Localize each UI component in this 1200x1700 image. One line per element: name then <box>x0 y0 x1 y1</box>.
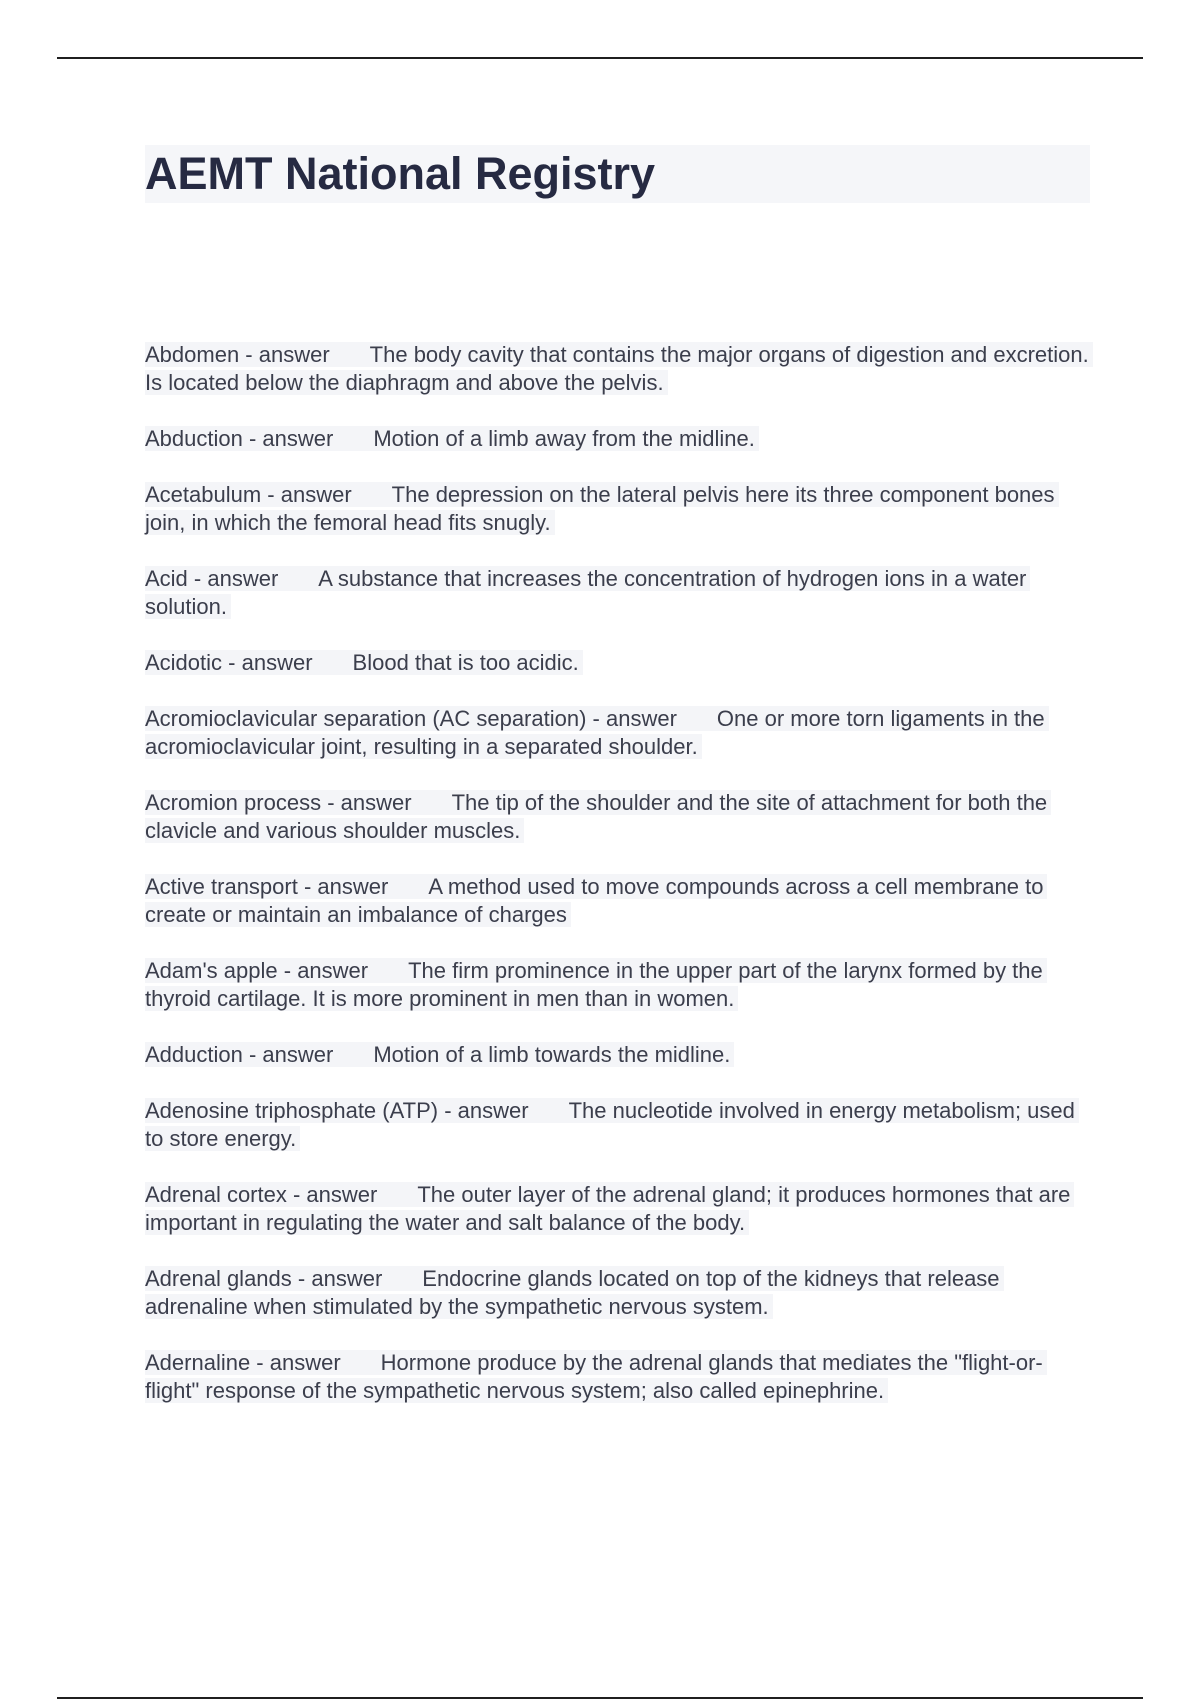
entry-term: Acromioclavicular separation (AC separation) <box>145 706 587 731</box>
entry-answer-label: answer <box>262 1042 334 1067</box>
entry-separator: - <box>291 1266 312 1291</box>
entry-definition: Motion of a limb away from the midline. <box>373 426 755 451</box>
entry-text <box>145 1182 1074 1235</box>
entry-term: Acidotic <box>145 650 223 675</box>
entry-definition: The tip of the shoulder and the site of attachment for both the clavicle and various shoulder muscles. <box>145 790 1048 843</box>
entry-separator: - <box>242 1042 263 1067</box>
entry-separator: - <box>239 342 259 367</box>
glossary-entry <box>145 1041 1090 1069</box>
entry-term: Abduction <box>145 426 243 451</box>
entry-separator: - <box>222 650 242 675</box>
glossary-entry <box>145 1181 1090 1237</box>
glossary-entry <box>145 789 1090 845</box>
entry-answer-label: answer <box>269 1350 341 1375</box>
entry-answer-label: answer <box>605 706 677 731</box>
entry-term: Adenosine triphosphate (ATP) <box>145 1098 439 1123</box>
entry-term: Adduction <box>145 1042 243 1067</box>
document-body <box>145 145 1090 1433</box>
entry-term: Acid <box>145 566 188 591</box>
entry-definition: A method used to move compounds across a cell membrane to create or maintain an imbalance of charges <box>145 874 1044 927</box>
bottom-rule <box>57 1697 1143 1699</box>
entry-term: Acromion process <box>145 790 322 815</box>
entry-separator: - <box>242 426 263 451</box>
entry-separator: - <box>438 1098 458 1123</box>
entry-text <box>145 566 1030 619</box>
entry-definition: The depression on the lateral pelvis here its three component bones join, in which the femoral head fits snugly. <box>145 482 1055 535</box>
entry-separator: - <box>250 1350 270 1375</box>
entry-definition: Blood that is too acidic. <box>352 650 579 675</box>
entry-text <box>145 650 583 675</box>
entry-separator: - <box>187 566 208 591</box>
entry-term: Adernaline <box>145 1350 251 1375</box>
entry-answer-label: answer <box>311 1266 383 1291</box>
entry-definition: The body cavity that contains the major organs of digestion and excretion. Is located below the diaphragm and above the pelvis. <box>145 342 1089 395</box>
entry-text <box>145 958 1047 1011</box>
entry-text <box>145 1266 1004 1319</box>
glossary-entry <box>145 705 1090 761</box>
entry-answer-label: answer <box>241 650 313 675</box>
entry-answer-label: answer <box>457 1098 529 1123</box>
entry-answer-label: answer <box>317 874 389 899</box>
entry-definition: Motion of a limb towards the midline. <box>373 1042 731 1067</box>
entry-separator: - <box>297 874 318 899</box>
entry-answer-label: answer <box>258 342 330 367</box>
top-rule <box>57 57 1143 59</box>
glossary-entry <box>145 873 1090 929</box>
entry-definition: The outer layer of the adrenal gland; it produces hormones that are important in regulating the water and salt balance of the body. <box>145 1182 1071 1235</box>
glossary-entry <box>145 649 1090 677</box>
entry-text <box>145 482 1059 535</box>
entry-term: Adrenal cortex <box>145 1182 287 1207</box>
entry-text <box>145 1350 1047 1403</box>
entry-separator: - <box>321 790 341 815</box>
entry-text <box>145 706 1049 759</box>
glossary-entry <box>145 1097 1090 1153</box>
entry-definition: One or more torn ligaments in the acromioclavicular joint, resulting in a separated shoulder. <box>145 706 1045 759</box>
entry-answer-label: answer <box>207 566 279 591</box>
entry-definition: A substance that increases the concentration of hydrogen ions in a water solution. <box>145 566 1027 619</box>
glossary-entry <box>145 425 1090 453</box>
entry-text <box>145 342 1093 395</box>
glossary-list <box>145 341 1090 1405</box>
entry-definition: The nucleotide involved in energy metabolism; used to store energy. <box>145 1098 1075 1151</box>
entry-answer-label: answer <box>262 426 334 451</box>
entry-term: Adrenal glands <box>145 1266 292 1291</box>
glossary-entry <box>145 481 1090 537</box>
entry-separator: - <box>261 482 281 507</box>
entry-separator: - <box>586 706 606 731</box>
glossary-entry <box>145 957 1090 1013</box>
entry-term: Adam's apple <box>145 958 278 983</box>
glossary-entry <box>145 1349 1090 1405</box>
glossary-entry <box>145 1265 1090 1321</box>
entry-text <box>145 1098 1079 1151</box>
entry-term: Acetabulum <box>145 482 262 507</box>
document-title: AEMT National Registry <box>145 148 656 199</box>
entry-answer-label: answer <box>297 958 369 983</box>
glossary-entry <box>145 341 1090 397</box>
entry-answer-label: answer <box>280 482 352 507</box>
entry-definition: The firm prominence in the upper part of the larynx formed by the thyroid cartilage. It is more prominent in men than in women. <box>145 958 1043 1011</box>
entry-term: Abdomen <box>145 342 240 367</box>
entry-answer-label: answer <box>306 1182 378 1207</box>
entry-definition: Hormone produce by the adrenal glands that mediates the "flight-or-flight" response of the sympathetic nervous system; also called epinephrine. <box>145 1350 1043 1403</box>
entry-text <box>145 790 1051 843</box>
entry-text <box>145 426 759 451</box>
entry-definition: Endocrine glands located on top of the kidneys that release adrenaline when stimulated by the sympathetic nervous system. <box>145 1266 1000 1319</box>
glossary-entry <box>145 565 1090 621</box>
entry-text <box>145 1042 734 1067</box>
title-banner <box>145 145 1090 203</box>
entry-separator: - <box>286 1182 307 1207</box>
entry-text <box>145 874 1047 927</box>
entry-separator: - <box>277 958 298 983</box>
entry-term: Active transport <box>145 874 298 899</box>
entry-answer-label: answer <box>340 790 412 815</box>
